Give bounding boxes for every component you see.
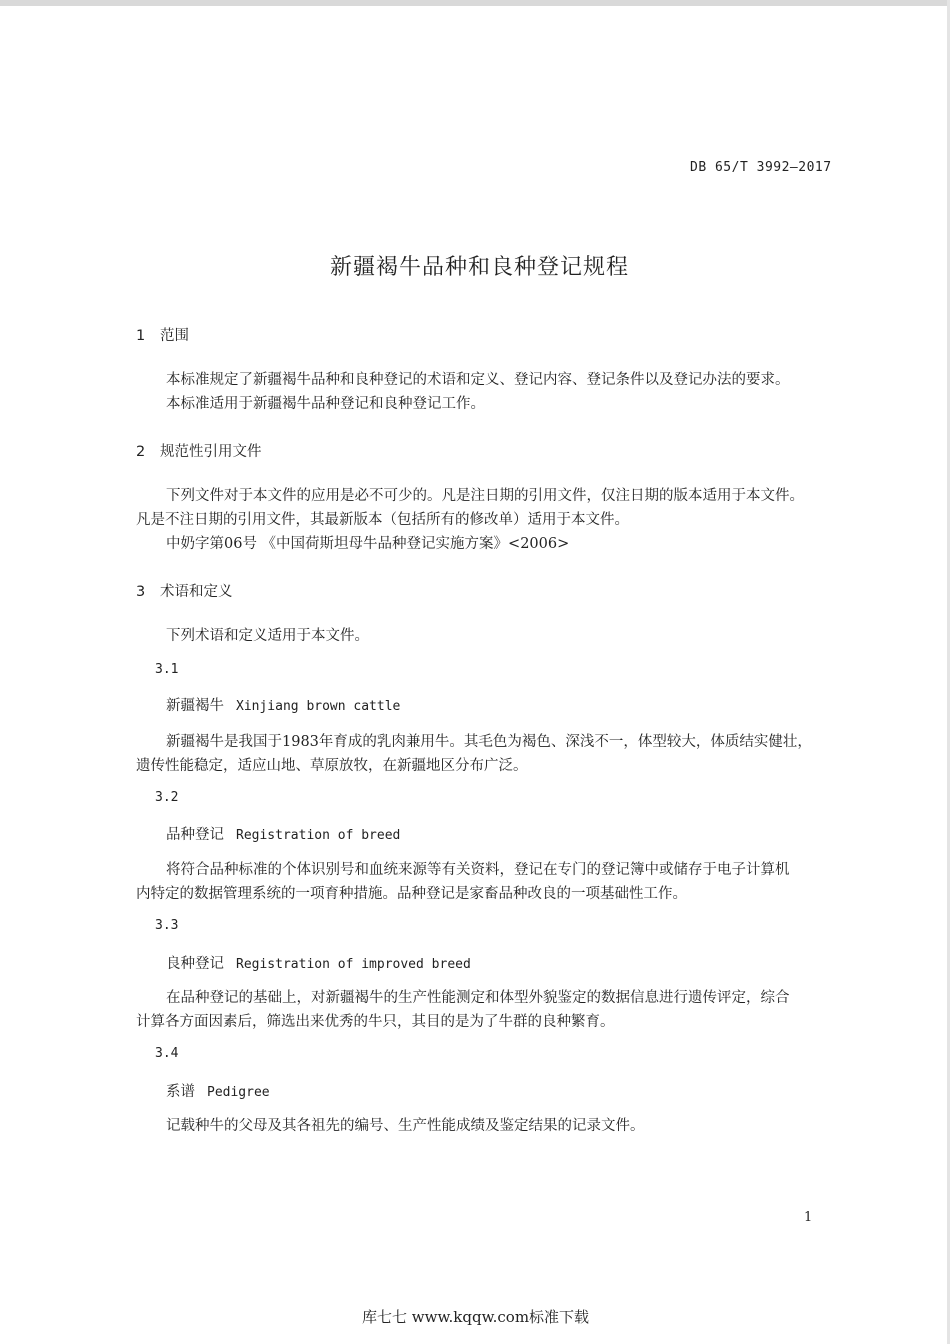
section-2-paragraph-line-1: 下列文件对于本文件的应用是必不可少的。凡是注日期的引用文件，仅注日期的版本适用于本文件。 bbox=[166, 488, 804, 504]
section-3-heading bbox=[136, 580, 233, 601]
term-3-2-definition-line-2: 内特定的数据管理系统的一项育种措施。品种登记是家畜品种改良的一项基础性工作。 bbox=[136, 886, 687, 902]
term-chinese: 系谱 bbox=[166, 1084, 195, 1100]
term-3-1-title bbox=[166, 694, 400, 715]
section-3-intro: 下列术语和定义适用于本文件。 bbox=[166, 628, 369, 644]
section-number: 1 bbox=[136, 328, 146, 344]
normative-reference: 中奶字第06号 《中国荷斯坦母牛品种登记实施方案》<2006> bbox=[166, 536, 570, 552]
term-3-4-definition-line-1: 记载种牛的父母及其各祖先的编号、生产性能成绩及鉴定结果的记录文件。 bbox=[166, 1118, 645, 1134]
term-english: Registration of breed bbox=[236, 828, 401, 843]
term-3-3-title bbox=[166, 952, 471, 973]
term-english: Pedigree bbox=[207, 1085, 270, 1100]
term-chinese: 新疆褐牛 bbox=[166, 698, 224, 714]
section-title: 范围 bbox=[160, 328, 189, 344]
section-number: 2 bbox=[136, 444, 146, 460]
term-3-4-title bbox=[166, 1080, 270, 1101]
scan-edge-top bbox=[0, 0, 950, 6]
section-1-paragraph-2: 本标准适用于新疆褐牛品种登记和良种登记工作。 bbox=[166, 396, 485, 412]
section-2-paragraph-line-2: 凡是不注日期的引用文件，其最新版本（包括所有的修改单）适用于本文件。 bbox=[136, 512, 629, 528]
term-3-4-number: 3.4 bbox=[155, 1046, 179, 1061]
section-1-paragraph-1: 本标准规定了新疆褐牛品种和良种登记的术语和定义、登记内容、登记条件以及登记办法的要求。 bbox=[166, 372, 790, 388]
document-title: 新疆褐牛品种和良种登记规程 bbox=[330, 255, 630, 280]
section-title: 术语和定义 bbox=[160, 584, 233, 600]
term-3-3-number: 3.3 bbox=[155, 918, 179, 933]
term-3-3-definition-line-2: 计算各方面因素后，筛选出来优秀的牛只，其目的是为了牛群的良种繁育。 bbox=[136, 1014, 615, 1030]
section-title: 规范性引用文件 bbox=[160, 444, 262, 460]
term-3-2-definition-line-1: 将符合品种标准的个体识别号和血统来源等有关资料，登记在专门的登记簿中或储存于电子计算机 bbox=[166, 862, 790, 878]
standard-number: DB 65/T 3992—2017 bbox=[690, 160, 832, 175]
term-english: Registration of improved breed bbox=[236, 957, 471, 972]
term-3-1-number: 3.1 bbox=[155, 662, 179, 677]
term-3-3-definition-line-1: 在品种登记的基础上，对新疆褐牛的生产性能测定和体型外貌鉴定的数据信息进行遗传评定，综合 bbox=[166, 990, 790, 1006]
term-3-1-definition-line-2: 遗传性能稳定，适应山地、草原放牧，在新疆地区分布广泛。 bbox=[136, 758, 528, 774]
section-2-heading bbox=[136, 440, 262, 461]
section-1-heading bbox=[136, 324, 189, 345]
footer-watermark: 库七七 www.kqqw.com标准下载 bbox=[362, 1308, 590, 1326]
term-english: Xinjiang brown cattle bbox=[236, 699, 401, 714]
page-number: 1 bbox=[804, 1210, 813, 1225]
term-chinese: 品种登记 bbox=[166, 827, 224, 843]
term-chinese: 良种登记 bbox=[166, 956, 224, 972]
term-3-2-number: 3.2 bbox=[155, 790, 179, 805]
section-number: 3 bbox=[136, 584, 146, 600]
term-3-1-definition-line-1: 新疆褐牛是我国于1983年育成的乳肉兼用牛。其毛色为褐色、深浅不一，体型较大，体质结实健壮， bbox=[166, 734, 812, 750]
term-3-2-title bbox=[166, 823, 400, 844]
